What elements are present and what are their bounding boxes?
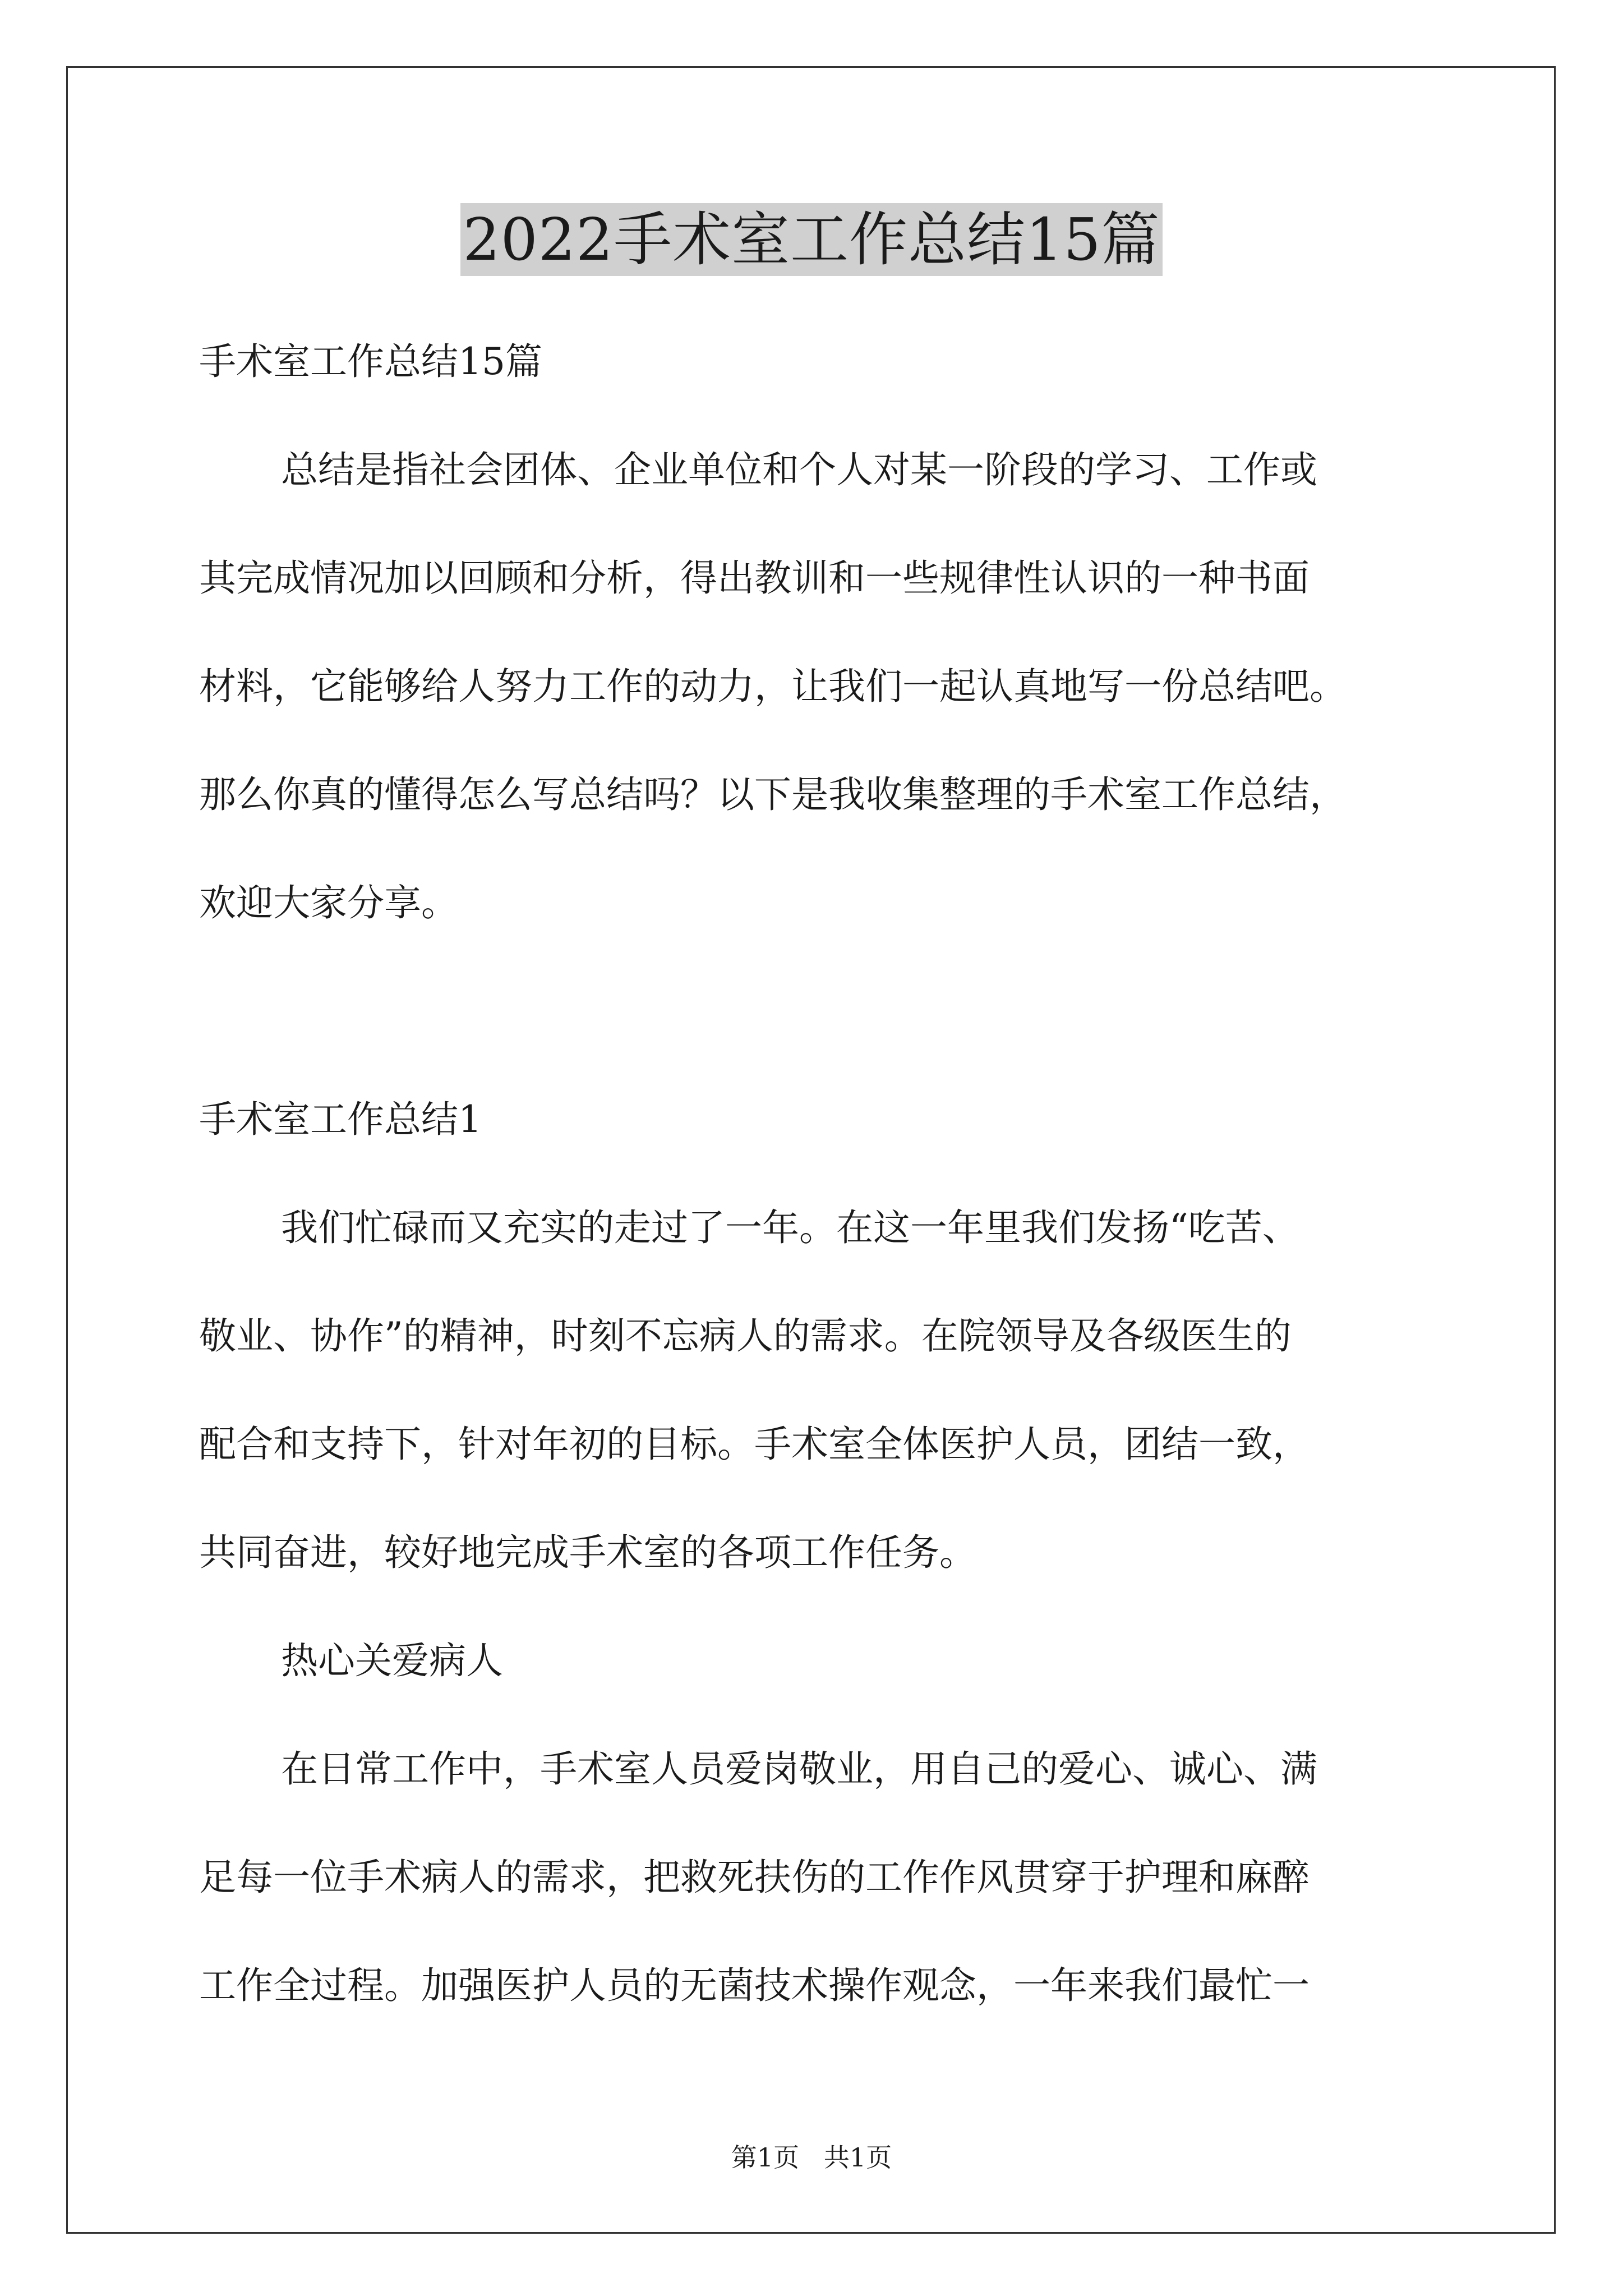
- intro-line: 欢迎大家分享。: [199, 881, 458, 924]
- section-heading: 手术室工作总结1: [199, 1098, 482, 1141]
- intro-line: 其完成情况加以回顾和分析，得出教训和一些规律性认识的一种书面: [199, 556, 1310, 600]
- intro-line: 总结是指社会团体、企业单位和个人对某一阶段的学习、工作或: [281, 448, 1317, 491]
- paragraph-line: 足每一位手术病人的需求，把救死扶伤的工作作风贯穿于护理和麻醉: [199, 1856, 1310, 1899]
- document-title: 2022手术室工作总结15篇: [460, 203, 1162, 276]
- paragraph-line: 我们忙碌而又充实的走过了一年。在这一年里我们发扬“吃苦、: [281, 1206, 1299, 1249]
- paragraph-line: 共同奋进，较好地完成手术室的各项工作任务。: [199, 1531, 976, 1574]
- intro-line: 那么你真的懂得怎么写总结吗？以下是我收集整理的手术室工作总结，: [199, 773, 1347, 816]
- paragraph-line: 敬业、协作”的精神，时刻不忘病人的需求。在院领导及各级医生的: [199, 1314, 1292, 1358]
- paragraph-line: 在日常工作中，手术室人员爱岗敬业，用自己的爱心、诚心、满: [281, 1747, 1317, 1791]
- title-container: [0, 203, 1623, 276]
- paragraph-line: 配合和支持下，针对年初的目标。手术室全体医护人员，团结一致，: [199, 1423, 1310, 1466]
- sub-heading: 热心关爱病人: [281, 1639, 503, 1682]
- subtitle-line: 手术室工作总结15篇: [199, 340, 542, 383]
- page-footer: 第1页 共1页: [731, 2142, 892, 2173]
- document-body: [199, 307, 1461, 2040]
- paragraph-gap: [199, 957, 1461, 1065]
- intro-line: 材料，它能够给人努力工作的动力，让我们一起认真地写一份总结吧。: [199, 665, 1347, 708]
- paragraph-line: 工作全过程。加强医护人员的无菌技术操作观念，一年来我们最忙一: [199, 1964, 1310, 2007]
